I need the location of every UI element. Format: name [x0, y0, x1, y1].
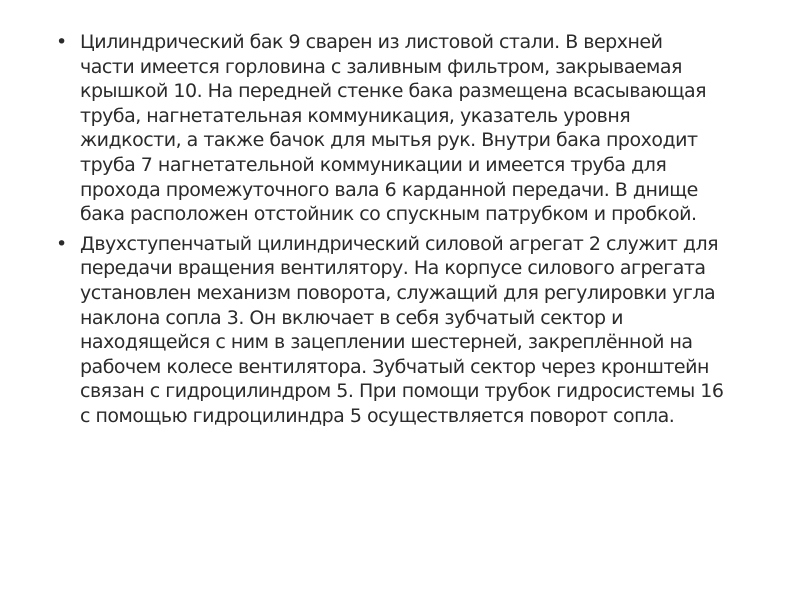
text-line: с помощью гидроцилиндра 5 осуществляется поворот сопла.: [80, 404, 675, 427]
text-line: передачи вращения вентилятору. На корпусе силового агрегата: [80, 257, 706, 280]
text-line: труба 7 нагнетательной коммуникации и имеется труба для: [80, 153, 667, 176]
bullet-item-tank: [56, 30, 756, 227]
text-line: жидкости, а также бачок для мытья рук. Внутри бака проходит: [80, 129, 698, 152]
text-line: бака расположен отстойник со спускным патрубком и пробкой.: [80, 203, 697, 226]
text-line: крышкой 10. На передней стенке бака размещена всасывающая: [80, 80, 707, 103]
text-line: наклона сопла 3. Он включает в себя зубчатый сектор и: [80, 306, 623, 329]
bullet-icon: •: [56, 232, 67, 255]
text-line: Цилиндрический бак 9 сварен из листовой стали. В верхней: [80, 31, 663, 53]
text-line: связан с гидроцилиндром 5. При помощи трубок гидросистемы 16: [80, 380, 724, 403]
bullet-item-power-unit: [56, 232, 756, 429]
text-line: прохода промежуточного вала 6 карданной передачи. В днище: [80, 178, 698, 201]
text-line: находящейся с ним в зацеплении шестерней, закреплённой на: [80, 331, 693, 354]
text-line: части имеется горловина с заливным фильтром, закрываемая: [80, 55, 682, 78]
bullet-icon: •: [56, 31, 67, 53]
text-line: Двухступенчатый цилиндрический силовой агрегат 2 служит для: [80, 232, 719, 255]
text-line: труба, нагнетательная коммуникация, указатель уровня: [80, 104, 631, 127]
text-line: установлен механизм поворота, служащий для регулировки угла: [80, 281, 716, 304]
bullet-list: [56, 30, 756, 434]
text-line: рабочем колесе вентилятора. Зубчатый сектор через кронштейн: [80, 355, 709, 378]
